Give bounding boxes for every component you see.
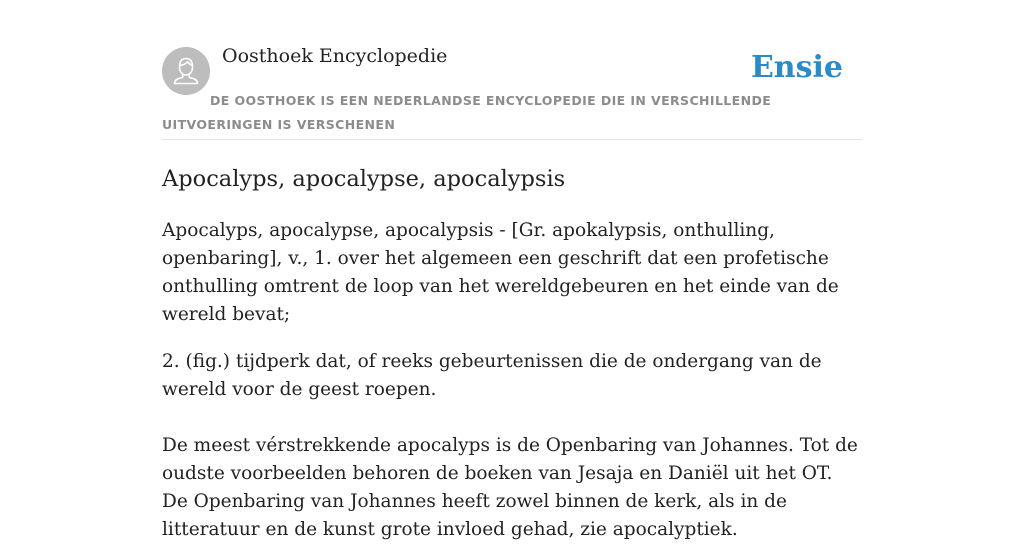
- article-paragraph: 2. (fig.) tijdperk dat, of reeks gebeurtenissen die de ondergang van de wereld voor de geest roepen.: [162, 351, 822, 400]
- article-paragraph: De meest vérstrekkende apocalyps is de Openbaring van Johannes. Tot de oudste voorbeelden behoren de boeken van Jesaja en Daniël uit het OT. De Openbaring van Johannes heeft zowel binnen de kerk, als in de litteratuur en de kunst grote invloed gehad, zie apocalyptiek.: [162, 435, 858, 540]
- article-title: Apocalyps, apocalypse, apocalypsis: [162, 166, 566, 192]
- site-header: [162, 0, 862, 140]
- site-tagline: DE OOSTHOEK IS EEN NEDERLANDSE ENCYCLOPEDIE DIE IN VERSCHILLENDE UITVOERINGEN IS VERSCHENEN: [162, 93, 772, 132]
- brand-logo[interactable]: Ensie: [750, 50, 843, 85]
- article: [162, 164, 862, 544]
- site-name[interactable]: Oosthoek Encyclopedie: [222, 45, 448, 67]
- article-paragraph: Apocalyps, apocalypse, apocalypsis - [Gr. apokalypsis, onthulling, openbaring], v., 1. over het algemeen een geschrift dat een profetische onthulling omtrent de loop van het wereldgebeuren en het einde van de wereld bevat;: [162, 220, 839, 325]
- page: [162, 0, 862, 544]
- user-icon[interactable]: [162, 47, 210, 95]
